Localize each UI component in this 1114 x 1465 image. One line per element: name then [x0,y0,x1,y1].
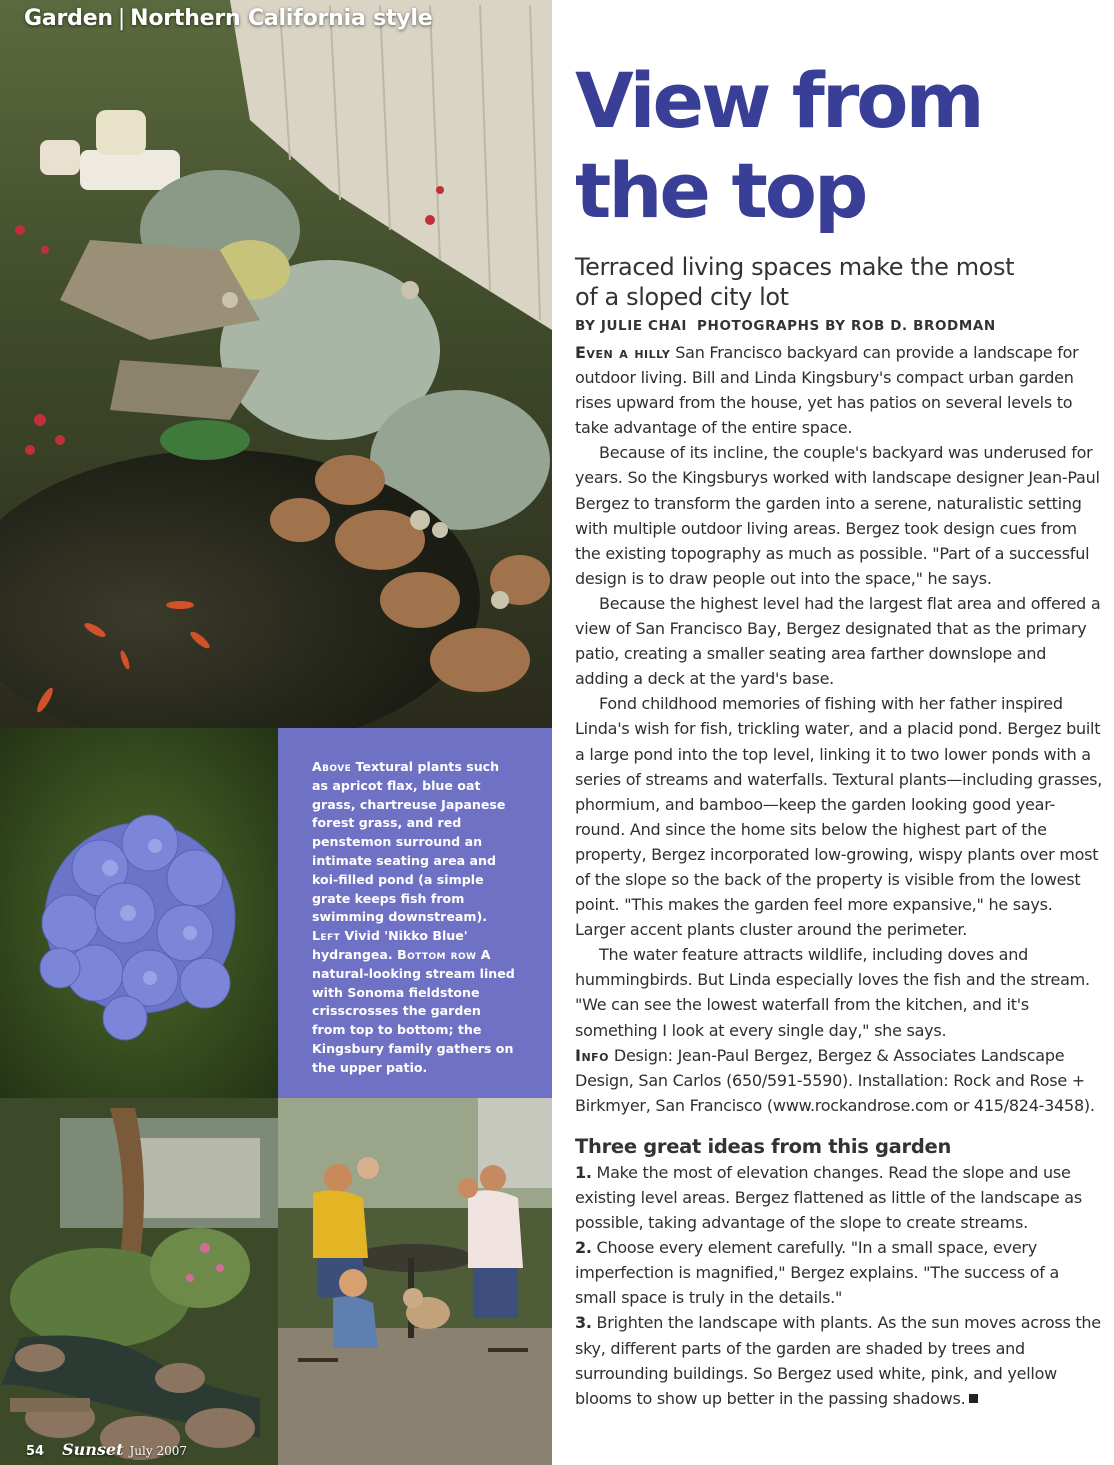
ideas-list [575,1160,1103,1411]
stream-photo [0,1098,278,1465]
caption-left-label: Left [312,928,341,944]
photo-caption [278,728,552,1098]
article-headline [575,56,1103,236]
family-patio-photo [278,1098,552,1465]
byline [575,318,1103,334]
idea-text: Choose every element carefully. "In a small space, every imperfection is magnified," Bergez explains. "The success of a small space is truly in the details." [575,1238,1060,1308]
article-paragraph: Because of its incline, the couple's backyard was underused for years. So the Kingsburys worked with landscape designer Jean-Paul Bergez to transform the garden into a serene, naturalistic setting with multiple outdoor living areas. Bergez took design cues from the existing topography as much as possible. "Part of a successful design is to draw people out into the space," he says. [575,443,1100,588]
idea-text: Make the most of elevation changes. Read the slope and use existing level areas. Bergez flattened as little of the landscape as possible, taking advantage of the slope to create streams. [575,1162,1082,1233]
idea-item [575,1235,1103,1310]
article-paragraph: The water feature attracts wildlife, including doves and hummingbirds. But Linda especially loves the fish and the stream. "We can see the lowest waterfall from the kitchen, and it's something I look at every single day," she says. [575,945,1090,1040]
article-paragraph: Because the highest level had the largest flat area and offered a view of San Francisco Bay, Bergez designated that as the primary patio, creating a smaller seating area farther downslope and adding a deck at the yard's base. [575,593,1101,689]
info-text: Design: Jean-Paul Bergez, Bergez & Associates Landscape Design, San Carlos (650/591-5590). Installation: Rock and Rose + Birkmyer, San Francisco (www.rockandrose.com or 415/824-3458). [575,1045,1095,1115]
section-subname: Northern California style [130,6,433,31]
headline-line-2: the top [575,146,866,235]
idea-number: 2. [575,1238,592,1258]
caption-left-text: Vivid 'Nikko Blue' hydrangea. [312,928,468,962]
magazine-name: Sunset [62,1440,124,1459]
article-paragraph: Fond childhood memories of fishing with her father inspired Linda's wish for fish, trickling water, and a placid pond. Bergez built a large pond into the top level, linking it to two lower ponds with a series of streams and waterfalls. Textural plants—including grasses, phormium, and bamboo—keep the garden looking good year-round. And since the home sits below the highest part of the property, Bergez incorporated low-growing, wispy plants over most of the slope so the back of the property is visible from the lowest point. "This makes the garden feel more expansive," he says. Larger accent plants cluster around the perimeter. [575,694,1103,940]
idea-item [575,1310,1103,1410]
info-label: Info [575,1045,610,1065]
article-column [575,56,1103,1411]
caption-above-label: Above [312,759,352,774]
byline-photographer: PHOTOGRAPHS BY ROB D. BRODMAN [697,318,996,334]
lead-in: Even a hilly [575,343,671,362]
hydrangea-photo [0,728,278,1098]
ideas-title: Three great ideas from this garden [575,1134,952,1158]
idea-text: Brighten the landscape with plants. As the sun moves across the sky, different parts of the garden are shaded by trees and surrounding buildings. So Bergez used white, pink, and yellow blooms to show up better in the passing shadows. [575,1313,1101,1408]
photo-column [0,0,552,1465]
end-mark-icon [969,1394,978,1403]
idea-number: 1. [575,1162,592,1182]
header-separator: | [117,6,126,31]
paragraph-text: San Francisco backyard can provide a landscape for outdoor living. Bill and Linda Kingsbury's compact urban garden rises upward from the house, yet has patios on several levels to take advantage of the entire space. [575,343,1079,438]
idea-item [575,1160,1103,1235]
page-footer [26,1440,187,1459]
idea-number: 3. [575,1313,592,1333]
headline-line-1: View from [575,56,982,145]
article-subtitle: Terraced living spaces make the most of a sloped city lot [575,253,1015,311]
issue-date: July 2007 [129,1444,188,1458]
caption-bottom-label: Bottom row [397,946,477,962]
caption-bottom-text: A natural-looking stream lined with Sonoma fieldstone crisscrosses the garden from top to bottom; the Kingsbury family gathers on the upper patio. [312,946,515,1075]
section-header [24,6,433,31]
article-paragraph [575,340,1103,440]
info-paragraph [575,1043,1103,1118]
caption-above-text: Textural plants such as apricot flax, blue oat grass, chartreuse Japanese forest grass, and red penstemon surround an intimate seating area and koi-filled pond (a simple grate keeps fish from swimming downstream). [312,759,506,925]
page-number: 54 [26,1444,45,1459]
section-name: Garden [24,6,113,31]
garden-pond-photo [0,0,552,728]
article-body [575,340,1103,1411]
byline-author: BY JULIE CHAI [575,318,688,334]
